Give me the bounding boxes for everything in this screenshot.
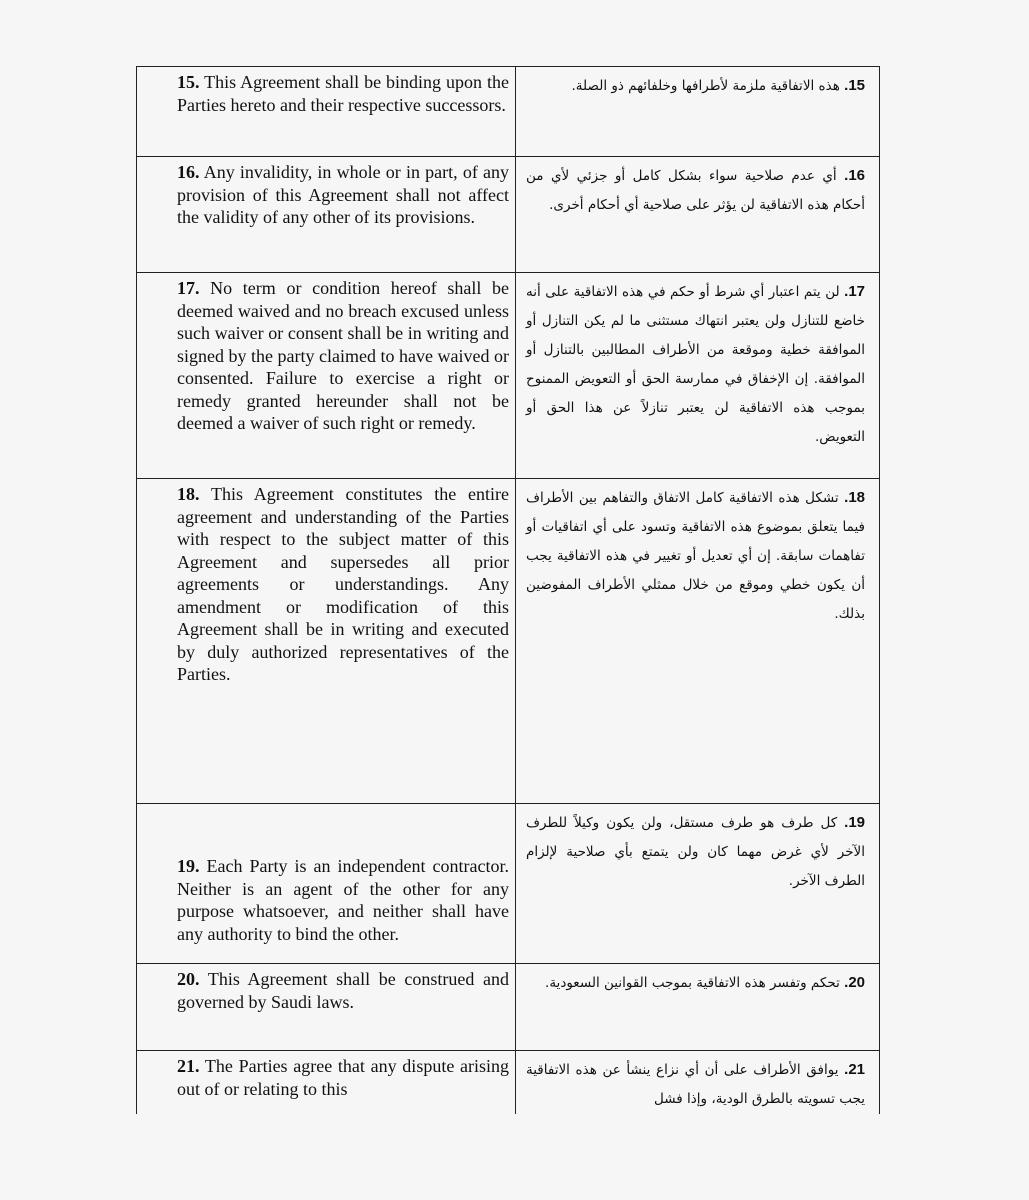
clause-16-english-cell [137, 157, 516, 273]
clause-15-english-body: This Agreement shall be binding upon the Parties hereto and their respective successors. [177, 72, 509, 115]
clause-row-19 [137, 804, 880, 964]
clause-18-english-cell [137, 479, 516, 804]
bilingual-clause-table [136, 66, 880, 1114]
clause-16-arabic-text [516, 157, 879, 220]
clause-20-number: 20. [177, 969, 200, 989]
clause-18-arabic-text [516, 479, 879, 629]
clause-20-english-body: This Agreement shall be construed and governed by Saudi laws. [177, 969, 509, 1012]
clause-20-english-cell [137, 964, 516, 1051]
clause-21-number: 21. [177, 1056, 200, 1076]
clause-19-english-body: Each Party is an independent contractor. Neither is an agent of the other for any purpose whatsoever, and neither shall have any authority to bind the other. [177, 856, 509, 944]
clause-18-arabic-cell [516, 479, 880, 804]
clause-21-arabic-number: 21. [844, 1061, 865, 1078]
clause-19-arabic-cell [516, 804, 880, 964]
clause-21-english-text [137, 1051, 515, 1100]
clause-row-15 [137, 67, 880, 157]
clause-21-arabic-cell [516, 1051, 880, 1115]
clause-21-english-body: The Parties agree that any dispute arising out of or relating to this [177, 1056, 509, 1099]
clause-20-arabic-text [516, 964, 879, 998]
clause-15-arabic-text [516, 67, 879, 101]
clause-20-arabic-number: 20. [844, 974, 865, 991]
clause-16-arabic-number: 16. [844, 167, 865, 184]
clause-21-english-cell [137, 1051, 516, 1115]
clause-17-english-body: No term or condition hereof shall be deemed waived and no breach excused unless such waiver or consent shall be in writing and signed by the party claimed to have waived or consented. Failure to exercise a right or remedy granted hereunder shall not be deemed a waiver of such right or remedy. [177, 278, 509, 433]
clause-19-english-cell [137, 804, 516, 964]
clause-18-english-text [137, 479, 515, 686]
clause-17-arabic-text [516, 273, 879, 452]
clause-18-arabic-number: 18. [844, 489, 865, 506]
clause-15-arabic-cell [516, 67, 880, 157]
clause-row-21 [137, 1051, 880, 1115]
clause-15-english-text [137, 67, 515, 116]
clause-17-number: 17. [177, 278, 200, 298]
clause-16-english-text [137, 157, 515, 229]
clause-20-english-text [137, 964, 515, 1013]
clause-21-arabic-body: يوافق الأطراف على أن أي نزاع ينشأ عن هذه الاتفاقية يجب تسويته بالطرق الودية، وإذا فشل [526, 1062, 865, 1107]
clause-16-number: 16. [177, 162, 200, 182]
clause-19-english-text [137, 851, 515, 963]
clause-16-arabic-cell [516, 157, 880, 273]
clause-row-18 [137, 479, 880, 804]
clause-17-arabic-cell [516, 273, 880, 479]
clause-row-17 [137, 273, 880, 479]
clause-16-english-body: Any invalidity, in whole or in part, of any provision of this Agreement shall not affect the validity of any other of its provisions. [177, 162, 509, 227]
clause-15-arabic-body: هذه الاتفاقية ملزمة لأطرافها وخلفائهم ذو الصلة. [571, 78, 840, 94]
clause-17-english-cell [137, 273, 516, 479]
clause-17-english-text [137, 273, 515, 435]
clause-19-arabic-number: 19. [844, 814, 865, 831]
clause-15-arabic-number: 15. [844, 77, 865, 94]
clause-16-arabic-body: أي عدم صلاحية سواء بشكل كامل أو جزئي لأي من أحكام هذه الاتفاقية لن يؤثر على صلاحية أي أحكام أخرى. [526, 168, 865, 213]
clause-17-arabic-number: 17. [844, 283, 865, 300]
clause-18-english-body: This Agreement constitutes the entire agreement and understanding of the Parties with respect to the subject matter of this Agreement and supersedes all prior agreements or understandings. Any amendment or modification of this Agreement shall be in writing and executed by duly authorized representatives of the Parties. [177, 484, 509, 684]
clause-18-number: 18. [177, 484, 200, 504]
clause-18-arabic-body: تشكل هذه الاتفاقية كامل الاتفاق والتفاهم بين الأطراف فيما يتعلق بموضوع هذه الاتفاقية وتسود على أي اتفاقيات أو تفاهمات سابقة. إن أي تعديل أو تغيير في هذه الاتفاقية يجب أن يكون خطي وموقع من خلال ممثلي الأطراف المفوضين بذلك. [526, 490, 865, 622]
clause-19-arabic-text [516, 804, 879, 896]
clause-19-arabic-body: كل طرف هو طرف مستقل، ولن يكون وكيلاً للطرف الآخر لأي غرض مهما كان ولن يتمتع بأي صلاحية لإلزام الطرف الآخر. [526, 815, 865, 889]
clause-row-16 [137, 157, 880, 273]
clause-17-arabic-body: لن يتم اعتبار أي شرط أو حكم في هذه الاتفاقية على أنه خاضع للتنازل ولن يعتبر انتهاك مستثنى ما لم يكن التنازل أو الموافقة خطية وموقعة من الأطراف المطالبين بالتنازل أو الموافقة. إن الإخفاق في ممارسة الحق أو التعويض الممنوح بموجب هذه الاتفاقية لن يعتبر تنازلاً عن هذا الحق أو التعويض. [526, 284, 865, 445]
clause-19-number: 19. [177, 856, 200, 876]
clause-row-20 [137, 964, 880, 1051]
clause-15-number: 15. [177, 72, 200, 92]
clause-20-arabic-cell [516, 964, 880, 1051]
clause-21-arabic-text [516, 1051, 879, 1114]
clause-15-english-cell [137, 67, 516, 157]
clause-20-arabic-body: تحكم وتفسر هذه الاتفاقية بموجب القوانين السعودية. [545, 975, 840, 991]
